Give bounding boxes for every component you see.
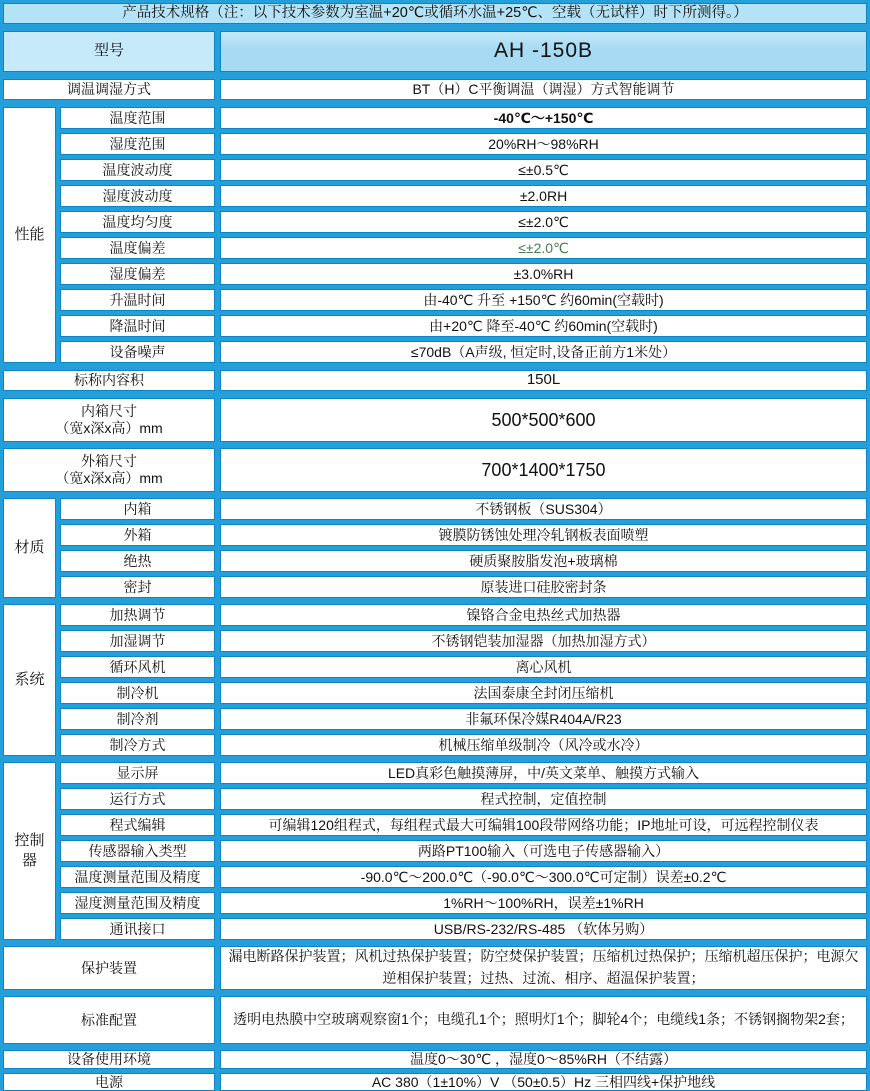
spec-row bbox=[60, 211, 867, 233]
spec-row bbox=[60, 550, 867, 572]
row-value: 机械压缩单级制冷（风冷或水冷） bbox=[220, 734, 867, 756]
row-label: 显示屏 bbox=[60, 762, 215, 784]
row-value: ≤±2.0℃ bbox=[220, 237, 867, 259]
sheet-title: 产品技术规格（注：以下技术参数为室温+20℃或循环水温+25℃、空载（无试样）时下所测得。） bbox=[3, 3, 867, 24]
section-performance-label: 性能 bbox=[3, 107, 56, 363]
spec-row bbox=[60, 866, 867, 888]
row-label: 湿度偏差 bbox=[60, 263, 215, 285]
row-label: 绝热 bbox=[60, 550, 215, 572]
row-value: 两路PT100输入（可选电子传感器输入） bbox=[220, 840, 867, 862]
row-value: 硬质聚胺脂发泡+玻璃棉 bbox=[220, 550, 867, 572]
spec-row bbox=[60, 708, 867, 730]
row-power bbox=[3, 1073, 867, 1091]
spec-row bbox=[60, 918, 867, 940]
outer-size-label-line1: 外箱尺寸 bbox=[81, 452, 137, 469]
spec-row bbox=[60, 656, 867, 678]
row-label: 湿度波动度 bbox=[60, 185, 215, 207]
row-value: 非氟环保冷媒R404A/R23 bbox=[220, 708, 867, 730]
row-environment bbox=[3, 1050, 867, 1069]
mode-label: 调温调湿方式 bbox=[3, 79, 215, 100]
environment-label: 设备使用环境 bbox=[3, 1050, 215, 1069]
protection-value: 漏电断路保护装置；风机过热保护装置；防空焚保护装置；压缩机过热保护；压缩机超压保护；电源欠逆相保护装置；过热、过流、相序、超温保护装置； bbox=[220, 946, 867, 990]
spec-row bbox=[60, 840, 867, 862]
row-value: 可编辑120组程式，每组程式最大可编辑100段带网络功能；IP地址可设，可远程控制仪表 bbox=[220, 814, 867, 836]
row-standard-config bbox=[3, 996, 867, 1044]
outer-size-label-line2: （宽x深x高）mm bbox=[55, 470, 163, 486]
spec-row bbox=[60, 788, 867, 810]
spec-row bbox=[60, 576, 867, 598]
spec-row bbox=[60, 185, 867, 207]
row-value: 原装进口硅胶密封条 bbox=[220, 576, 867, 598]
row-label: 温度均匀度 bbox=[60, 211, 215, 233]
row-outer-size bbox=[3, 448, 867, 492]
row-label: 加热调节 bbox=[60, 604, 215, 626]
row-label: 加湿调节 bbox=[60, 630, 215, 652]
protection-label: 保护装置 bbox=[3, 946, 215, 990]
mode-value: BT（H）C平衡调温（调湿）方式智能调节 bbox=[220, 79, 867, 100]
standard-config-value: 透明电热膜中空玻璃观察窗1个；电缆孔1个；照明灯1个；脚轮4个；电缆线1条；不锈钢搁物架2套； bbox=[220, 996, 867, 1044]
row-label: 湿度范围 bbox=[60, 133, 215, 155]
row-volume bbox=[3, 370, 867, 391]
row-mode bbox=[3, 79, 867, 100]
row-label: 传感器输入类型 bbox=[60, 840, 215, 862]
row-value: 离心风机 bbox=[220, 656, 867, 678]
power-label: 电源 bbox=[3, 1073, 215, 1091]
environment-value: 温度0～30℃ ，湿度0～85%RH（不结露） bbox=[220, 1050, 867, 1069]
section-material-label: 材质 bbox=[3, 498, 56, 598]
row-value: 镀膜防锈蚀处理冷轧钢板表面喷塑 bbox=[220, 524, 867, 546]
model-label: 型号 bbox=[3, 31, 215, 72]
row-value: USB/RS-232/RS-485 （软体另购） bbox=[220, 918, 867, 940]
row-value: -90.0℃～200.0℃（-90.0℃～300.0℃可定制）误差±0.2℃ bbox=[220, 866, 867, 888]
spec-row bbox=[60, 524, 867, 546]
row-label: 湿度测量范围及精度 bbox=[60, 892, 215, 914]
spec-row bbox=[60, 734, 867, 756]
row-value: ≤70dB（A声级, 恒定时,设备正前方1米处） bbox=[220, 341, 867, 363]
spec-row bbox=[60, 498, 867, 520]
spec-row bbox=[60, 159, 867, 181]
row-label: 制冷机 bbox=[60, 682, 215, 704]
row-label: 设备噪声 bbox=[60, 341, 215, 363]
row-label: 外箱 bbox=[60, 524, 215, 546]
section-controller bbox=[3, 762, 867, 940]
row-label: 程式编辑 bbox=[60, 814, 215, 836]
spec-row bbox=[60, 762, 867, 784]
spec-row bbox=[60, 315, 867, 337]
inner-size-value: 500*500*600 bbox=[220, 398, 867, 442]
outer-size-value: 700*1400*1750 bbox=[220, 448, 867, 492]
row-value: 由+20℃ 降至-40℃ 约60min(空载时) bbox=[220, 315, 867, 337]
row-label: 温度波动度 bbox=[60, 159, 215, 181]
row-inner-size bbox=[3, 398, 867, 442]
spec-row bbox=[60, 133, 867, 155]
volume-label: 标称内容积 bbox=[3, 370, 215, 391]
spec-row bbox=[60, 892, 867, 914]
row-label: 循环风机 bbox=[60, 656, 215, 678]
row-label: 降温时间 bbox=[60, 315, 215, 337]
row-label: 温度范围 bbox=[60, 107, 215, 129]
row-value: 不锈钢板（SUS304） bbox=[220, 498, 867, 520]
row-label: 密封 bbox=[60, 576, 215, 598]
outer-size-label bbox=[3, 448, 215, 492]
spec-row bbox=[60, 289, 867, 311]
inner-size-label-line1: 内箱尺寸 bbox=[81, 402, 137, 419]
row-label: 运行方式 bbox=[60, 788, 215, 810]
row-label: 制冷方式 bbox=[60, 734, 215, 756]
inner-size-label-line2: （宽x深x高）mm bbox=[55, 420, 163, 436]
row-value: LED真彩色触摸薄屏，中/英文菜单、触摸方式输入 bbox=[220, 762, 867, 784]
row-value: -40℃～+150℃ bbox=[220, 107, 867, 129]
section-material bbox=[3, 498, 867, 598]
spec-row bbox=[60, 107, 867, 129]
spec-row bbox=[60, 237, 867, 259]
section-system bbox=[3, 604, 867, 756]
section-system-label: 系统 bbox=[3, 604, 56, 756]
spec-row bbox=[60, 604, 867, 626]
row-protection bbox=[3, 946, 867, 990]
row-value: 1%RH～100%RH，误差±1%RH bbox=[220, 892, 867, 914]
section-controller-label: 控制器 bbox=[3, 762, 56, 940]
row-model bbox=[3, 31, 867, 72]
row-value: ±2.0RH bbox=[220, 185, 867, 207]
spec-row bbox=[60, 630, 867, 652]
power-value: AC 380（1±10%）V （50±0.5）Hz 三相四线+保护地线 bbox=[220, 1073, 867, 1091]
row-label: 升温时间 bbox=[60, 289, 215, 311]
row-value: 程式控制，定值控制 bbox=[220, 788, 867, 810]
spec-row bbox=[60, 341, 867, 363]
row-value: 法国泰康全封闭压缩机 bbox=[220, 682, 867, 704]
row-value: ±3.0%RH bbox=[220, 263, 867, 285]
model-value: AH -150B bbox=[220, 31, 867, 72]
row-label: 制冷剂 bbox=[60, 708, 215, 730]
row-value: 不锈钢铠装加湿器（加热加湿方式） bbox=[220, 630, 867, 652]
row-label: 通讯接口 bbox=[60, 918, 215, 940]
volume-value: 150L bbox=[220, 370, 867, 391]
section-performance bbox=[3, 107, 867, 363]
row-label: 温度偏差 bbox=[60, 237, 215, 259]
row-value: ≤±0.5℃ bbox=[220, 159, 867, 181]
row-value: 由-40℃ 升至 +150℃ 约60min(空载时) bbox=[220, 289, 867, 311]
spec-row bbox=[60, 814, 867, 836]
standard-config-label: 标准配置 bbox=[3, 996, 215, 1044]
inner-size-label bbox=[3, 398, 215, 442]
row-value: 20%RH～98%RH bbox=[220, 133, 867, 155]
row-value: ≤±2.0℃ bbox=[220, 211, 867, 233]
spec-row bbox=[60, 263, 867, 285]
row-label: 温度测量范围及精度 bbox=[60, 866, 215, 888]
row-value: 镍铬合金电热丝式加热器 bbox=[220, 604, 867, 626]
row-label: 内箱 bbox=[60, 498, 215, 520]
spec-row bbox=[60, 682, 867, 704]
